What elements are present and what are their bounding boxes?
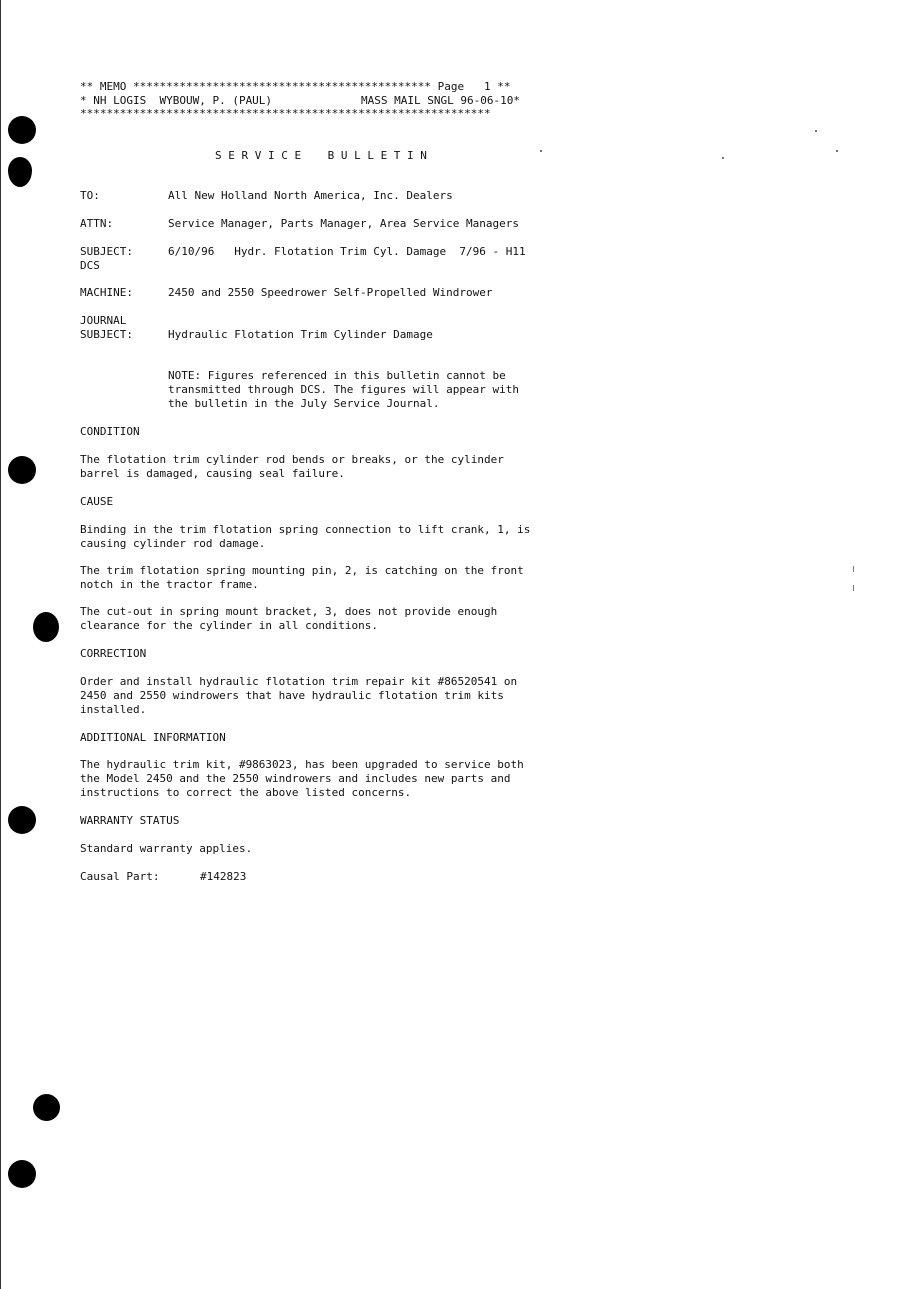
condition-text: barrel is damaged, causing seal failure.: [80, 467, 345, 480]
punch-hole: [8, 116, 36, 144]
memo-header-line3: **************************************************************: [80, 107, 491, 120]
additional-text: instructions to correct the above listed concerns.: [80, 786, 412, 799]
warranty-heading: WARRANTY STATUS: [80, 814, 180, 827]
scan-speck: [815, 130, 817, 132]
condition-heading: CONDITION: [80, 425, 140, 438]
to-value: All New Holland North America, Inc. Dealers: [168, 189, 453, 202]
cause-heading: CAUSE: [80, 495, 114, 508]
cause-text: notch in the tractor frame.: [80, 578, 259, 591]
machine-label: MACHINE:: [80, 286, 133, 299]
correction-text: installed.: [80, 703, 147, 716]
attn-value: Service Manager, Parts Manager, Area Service Managers: [168, 217, 519, 230]
subject-value: 6/10/96 Hydr. Flotation Trim Cyl. Damage 7/96 - H11: [168, 245, 526, 258]
note-line: NOTE: Figures referenced in this bulletin cannot be: [168, 369, 506, 382]
correction-text: Order and install hydraulic flotation trim repair kit #86520541 on: [80, 675, 518, 688]
subject-label-dcs: DCS: [80, 259, 100, 272]
condition-text: The flotation trim cylinder rod bends or breaks, or the cylinder: [80, 453, 504, 466]
additional-heading: ADDITIONAL INFORMATION: [80, 731, 226, 744]
causal-part-label: Causal Part:: [80, 870, 160, 883]
page-label: Page 1 **: [431, 80, 511, 93]
scan-speck: [722, 157, 724, 159]
warranty-text: Standard warranty applies.: [80, 842, 253, 855]
correction-heading: CORRECTION: [80, 647, 147, 660]
punch-hole: [8, 806, 36, 834]
punch-hole: [8, 456, 36, 484]
scan-speck: [836, 150, 838, 152]
scan-edge: [0, 0, 1, 1289]
machine-value: 2450 and 2550 Speedrower Self-Propelled Windrower: [168, 286, 493, 299]
note-line: transmitted through DCS. The figures will appear with: [168, 383, 519, 396]
causal-part-value: #142823: [200, 870, 247, 883]
memo-label: ** MEMO: [80, 80, 133, 93]
correction-text: 2450 and 2550 windrowers that have hydraulic flotation trim kits: [80, 689, 504, 702]
journal-label: JOURNAL: [80, 314, 127, 327]
memo-stars: *********************************************: [132, 80, 431, 93]
memo-sender: * NH LOGIS WYBOUW, P. (PAUL): [80, 94, 273, 107]
additional-text: the Model 2450 and the 2550 windrowers and includes new parts and: [80, 772, 511, 785]
punch-hole: [33, 612, 59, 642]
cause-text: The cut-out in spring mount bracket, 3, does not provide enough: [80, 605, 498, 618]
scan-speck: [540, 150, 542, 152]
attn-label: ATTN:: [80, 217, 114, 230]
cause-text: causing cylinder rod damage.: [80, 537, 266, 550]
cause-text: clearance for the cylinder in all conditions.: [80, 619, 379, 632]
document-title: S E R V I C E B U L L E T I N: [215, 149, 427, 162]
memo-mail-info: MASS MAIL SNGL 96-06-10*: [361, 94, 520, 107]
punch-hole: [33, 1094, 60, 1121]
punch-hole: [8, 157, 32, 187]
journal-subject-value: Hydraulic Flotation Trim Cylinder Damage: [168, 328, 433, 341]
to-label: TO:: [80, 189, 100, 202]
scan-speck: [853, 566, 854, 572]
memo-header-line1: [80, 80, 510, 94]
journal-subject-label: SUBJECT:: [80, 328, 133, 341]
cause-text: The trim flotation spring mounting pin, 2, is catching on the front: [80, 564, 524, 577]
scan-speck: [853, 585, 854, 591]
punch-hole: [8, 1160, 36, 1188]
additional-text: The hydraulic trim kit, #9863023, has been upgraded to service both: [80, 758, 524, 771]
cause-text: Binding in the trim flotation spring connection to lift crank, 1, is: [80, 523, 531, 536]
subject-label: SUBJECT:: [80, 245, 133, 258]
note-line: the bulletin in the July Service Journal.: [168, 397, 440, 410]
